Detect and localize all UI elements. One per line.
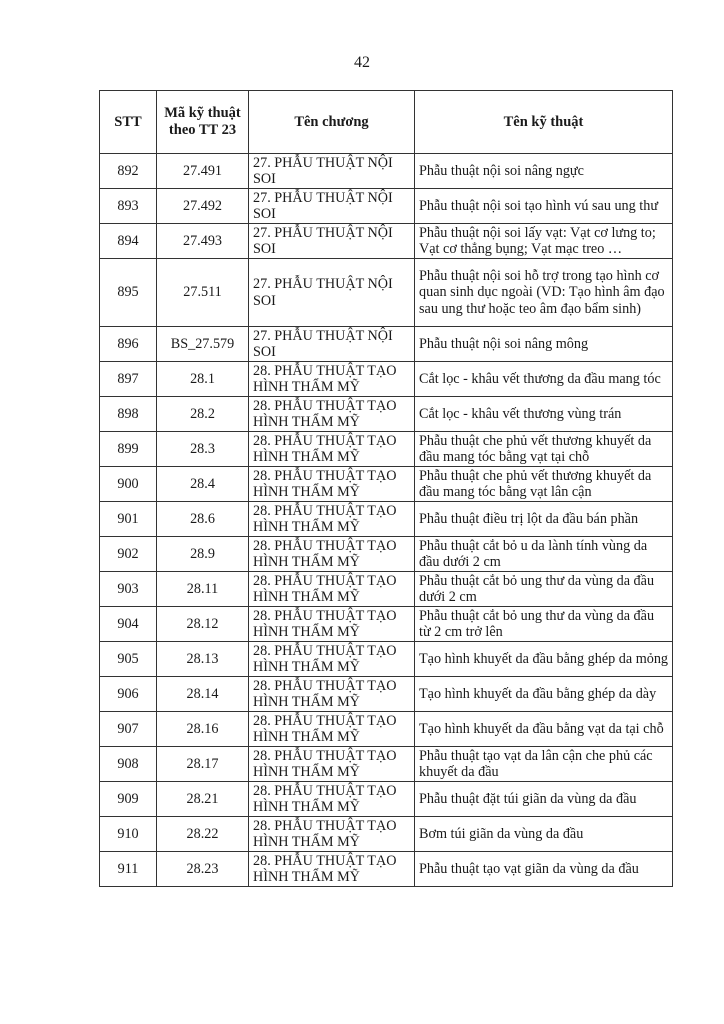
cell-stt: 902 [100, 537, 157, 572]
cell-technique: Phẫu thuật tạo vạt giãn da vùng da đầu [415, 852, 673, 887]
table-row [100, 397, 673, 432]
cell-chapter: 28. PHẪU THUẬT TẠO HÌNH THẨM MỸ [249, 397, 415, 432]
cell-code: 28.12 [157, 607, 249, 642]
cell-code: 28.16 [157, 712, 249, 747]
cell-technique: Tạo hình khuyết da đầu bằng ghép da dày [415, 677, 673, 712]
cell-chapter: 28. PHẪU THUẬT TẠO HÌNH THẨM MỸ [249, 502, 415, 537]
header-code: Mã kỹ thuật theo TT 23 [157, 91, 249, 154]
cell-stt: 901 [100, 502, 157, 537]
table-row [100, 747, 673, 782]
table-row [100, 259, 673, 327]
cell-chapter: 28. PHẪU THUẬT TẠO HÌNH THẨM MỸ [249, 677, 415, 712]
table-row [100, 677, 673, 712]
cell-code: 28.22 [157, 817, 249, 852]
cell-stt: 906 [100, 677, 157, 712]
cell-stt: 895 [100, 259, 157, 327]
cell-technique: Phẫu thuật nội soi lấy vạt: Vạt cơ lưng to; Vạt cơ thẳng bụng; Vạt mạc treo … [415, 224, 673, 259]
table-row [100, 607, 673, 642]
cell-stt: 904 [100, 607, 157, 642]
cell-chapter: 27. PHẪU THUẬT NỘI SOI [249, 327, 415, 362]
cell-technique: Phẫu thuật nội soi nâng ngực [415, 154, 673, 189]
cell-technique: Cắt lọc - khâu vết thương vùng trán [415, 397, 673, 432]
cell-technique: Phẫu thuật cắt bỏ ung thư da vùng da đầu từ 2 cm trở lên [415, 607, 673, 642]
table-row [100, 362, 673, 397]
cell-technique: Phẫu thuật nội soi nâng mông [415, 327, 673, 362]
cell-stt: 911 [100, 852, 157, 887]
cell-chapter: 28. PHẪU THUẬT TẠO HÌNH THẨM MỸ [249, 572, 415, 607]
cell-chapter: 28. PHẪU THUẬT TẠO HÌNH THẨM MỸ [249, 467, 415, 502]
cell-code: 27.491 [157, 154, 249, 189]
cell-technique: Phẫu thuật cắt bỏ ung thư da vùng da đầu dưới 2 cm [415, 572, 673, 607]
table-header-row [100, 91, 673, 154]
header-stt: STT [100, 91, 157, 154]
table-row [100, 224, 673, 259]
cell-technique: Phẫu thuật nội soi hỗ trợ trong tạo hình cơ quan sinh dục ngoài (VD: Tạo hình âm đạo sau ung thư hoặc teo âm đạo bẩm sinh) [415, 259, 673, 327]
cell-code: 28.11 [157, 572, 249, 607]
cell-technique: Tạo hình khuyết da đầu bằng ghép da mỏng [415, 642, 673, 677]
cell-stt: 900 [100, 467, 157, 502]
cell-chapter: 28. PHẪU THUẬT TẠO HÌNH THẨM MỸ [249, 782, 415, 817]
cell-code: BS_27.579 [157, 327, 249, 362]
cell-stt: 909 [100, 782, 157, 817]
cell-technique: Phẫu thuật đặt túi giãn da vùng da đầu [415, 782, 673, 817]
table-row [100, 189, 673, 224]
cell-code: 27.492 [157, 189, 249, 224]
cell-code: 27.511 [157, 259, 249, 327]
cell-code: 28.23 [157, 852, 249, 887]
header-technique: Tên kỹ thuật [415, 91, 673, 154]
cell-stt: 905 [100, 642, 157, 677]
cell-stt: 897 [100, 362, 157, 397]
cell-code: 28.14 [157, 677, 249, 712]
cell-stt: 907 [100, 712, 157, 747]
table-row [100, 502, 673, 537]
cell-chapter: 28. PHẪU THUẬT TẠO HÌNH THẨM MỸ [249, 537, 415, 572]
cell-stt: 903 [100, 572, 157, 607]
cell-code: 28.13 [157, 642, 249, 677]
cell-stt: 893 [100, 189, 157, 224]
cell-chapter: 28. PHẪU THUẬT TẠO HÌNH THẨM MỸ [249, 362, 415, 397]
table-row [100, 537, 673, 572]
table-row [100, 572, 673, 607]
cell-chapter: 27. PHẪU THUẬT NỘI SOI [249, 189, 415, 224]
table-row [100, 327, 673, 362]
table-row [100, 712, 673, 747]
cell-chapter: 28. PHẪU THUẬT TẠO HÌNH THẨM MỸ [249, 712, 415, 747]
table-row [100, 817, 673, 852]
cell-technique: Tạo hình khuyết da đầu bằng vạt da tại chỗ [415, 712, 673, 747]
cell-stt: 894 [100, 224, 157, 259]
table-row [100, 852, 673, 887]
cell-code: 28.6 [157, 502, 249, 537]
cell-code: 28.9 [157, 537, 249, 572]
cell-chapter: 28. PHẪU THUẬT TẠO HÌNH THẨM MỸ [249, 817, 415, 852]
cell-chapter: 27. PHẪU THUẬT NỘI SOI [249, 259, 415, 327]
cell-chapter: 28. PHẪU THUẬT TẠO HÌNH THẨM MỸ [249, 607, 415, 642]
cell-stt: 892 [100, 154, 157, 189]
table-row [100, 432, 673, 467]
cell-chapter: 28. PHẪU THUẬT TẠO HÌNH THẨM MỸ [249, 432, 415, 467]
cell-code: 28.1 [157, 362, 249, 397]
table-row [100, 154, 673, 189]
cell-code: 27.493 [157, 224, 249, 259]
cell-stt: 896 [100, 327, 157, 362]
cell-technique: Phẫu thuật che phủ vết thương khuyết da đầu mang tóc bằng vạt lân cận [415, 467, 673, 502]
cell-stt: 908 [100, 747, 157, 782]
cell-technique: Bơm túi giãn da vùng da đầu [415, 817, 673, 852]
cell-chapter: 28. PHẪU THUẬT TẠO HÌNH THẨM MỸ [249, 747, 415, 782]
cell-code: 28.21 [157, 782, 249, 817]
cell-stt: 898 [100, 397, 157, 432]
header-chapter: Tên chương [249, 91, 415, 154]
cell-technique: Phẫu thuật cắt bỏ u da lành tính vùng da đầu dưới 2 cm [415, 537, 673, 572]
cell-code: 28.4 [157, 467, 249, 502]
cell-chapter: 27. PHẪU THUẬT NỘI SOI [249, 224, 415, 259]
cell-stt: 899 [100, 432, 157, 467]
cell-code: 28.3 [157, 432, 249, 467]
procedures-table [99, 90, 673, 887]
cell-technique: Phẫu thuật che phủ vết thương khuyết da đầu mang tóc bằng vạt tại chỗ [415, 432, 673, 467]
cell-technique: Cắt lọc - khâu vết thương da đầu mang tóc [415, 362, 673, 397]
cell-technique: Phẫu thuật nội soi tạo hình vú sau ung thư [415, 189, 673, 224]
cell-technique: Phẫu thuật tạo vạt da lân cận che phủ các khuyết da đầu [415, 747, 673, 782]
cell-code: 28.17 [157, 747, 249, 782]
table-row [100, 782, 673, 817]
cell-code: 28.2 [157, 397, 249, 432]
table-row [100, 467, 673, 502]
cell-chapter: 28. PHẪU THUẬT TẠO HÌNH THẨM MỸ [249, 642, 415, 677]
cell-chapter: 27. PHẪU THUẬT NỘI SOI [249, 154, 415, 189]
page-number: 42 [354, 54, 370, 71]
cell-chapter: 28. PHẪU THUẬT TẠO HÌNH THẨM MỸ [249, 852, 415, 887]
table-row [100, 642, 673, 677]
cell-technique: Phẫu thuật điều trị lột da đầu bán phần [415, 502, 673, 537]
cell-stt: 910 [100, 817, 157, 852]
